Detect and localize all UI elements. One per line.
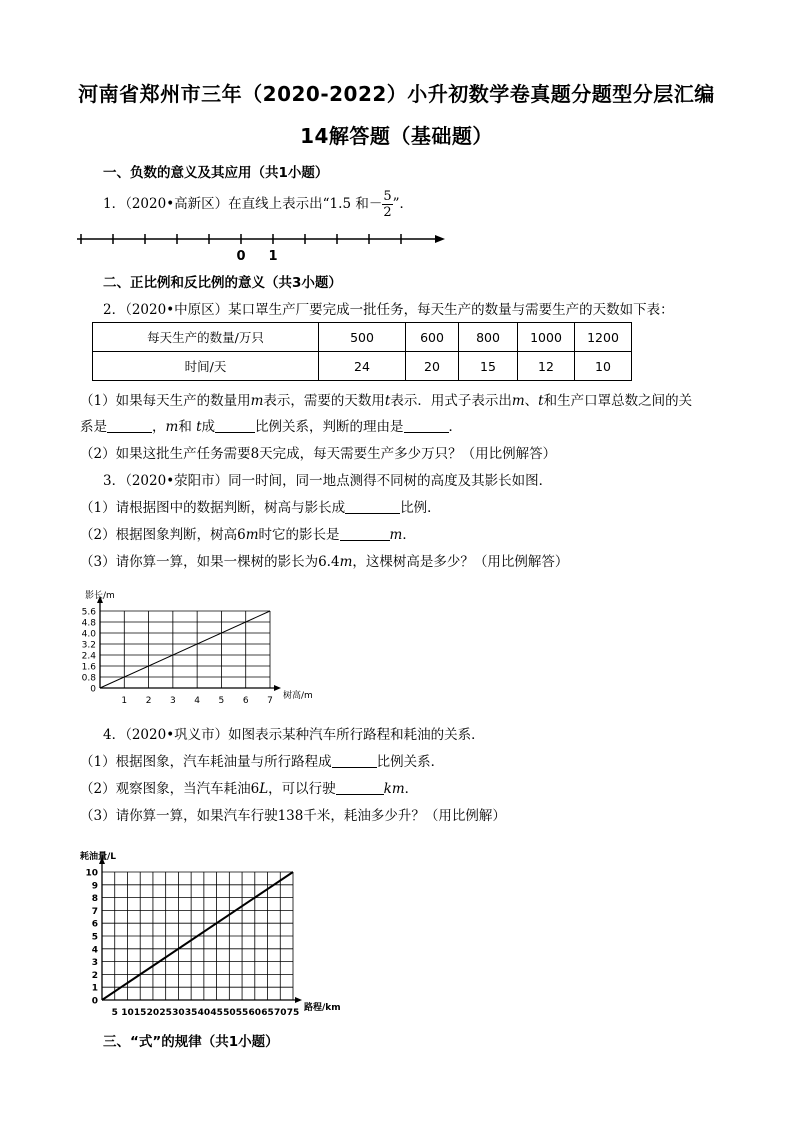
x-tick-label: 65 <box>261 1008 274 1018</box>
text: 成 <box>201 419 216 435</box>
variable-t: t <box>384 393 391 409</box>
text: ． <box>448 419 463 435</box>
x-axis-arrow <box>295 997 302 1003</box>
text: ． <box>402 527 416 543</box>
x-tick-label: 10 <box>121 1008 134 1018</box>
y-tick-label: 2.4 <box>81 651 96 662</box>
x-tick-label: 5 <box>111 1008 118 1018</box>
x-tick-label: 50 <box>223 1008 236 1018</box>
text: （3）请你算一算，如果一棵树的影长为6.4 <box>80 554 340 570</box>
answer-blank[interactable] <box>345 499 400 514</box>
x-tick-label: 25 <box>159 1008 172 1018</box>
text: 和 <box>178 419 192 435</box>
variable-m: m <box>511 393 525 409</box>
question-1 <box>103 187 413 221</box>
text: （1）根据图象，汽车耗油量与所行路程成 <box>80 754 332 770</box>
x-tick-label: 15 <box>133 1008 147 1018</box>
question-4-part-3: （3）请你算一算，如果汽车行驶138千米，耗油多少升？（用比例解） <box>80 808 506 824</box>
x-tick-label: 60 <box>248 1008 262 1018</box>
question-3-part-2 <box>80 523 416 543</box>
production-table <box>92 322 632 381</box>
y-tick-label: 3.2 <box>81 640 96 651</box>
table-row <box>93 352 632 381</box>
text: ，可以行驶 <box>268 781 336 797</box>
text: （2）根据图象判断，树高6 <box>80 527 246 543</box>
y-tick-label: 4 <box>91 945 98 956</box>
x-tick-label: 45 <box>210 1008 223 1018</box>
x-tick-label: 20 <box>146 1008 160 1018</box>
fraction <box>382 189 392 220</box>
question-4-part-1 <box>80 750 444 770</box>
y-tick-label: 0 <box>91 996 98 1007</box>
text: （1）如果每天生产的数量用 <box>80 393 251 409</box>
data-line <box>100 611 270 688</box>
table-row-header: 每天生产的数量/万只 <box>93 323 319 352</box>
y-tick-label: 5.6 <box>81 607 96 618</box>
unit-m: m <box>339 554 353 570</box>
y-tick-label: 4.0 <box>81 629 96 640</box>
y-tick-label: 6 <box>91 919 98 930</box>
table-cell: 24 <box>319 352 406 381</box>
x-tick-label: 30 <box>172 1008 185 1018</box>
x-axis-label: 树高/m <box>283 691 313 701</box>
text: （2）观察图象，当汽车耗油6 <box>80 781 260 797</box>
answer-blank[interactable] <box>336 780 384 795</box>
x-tick-label: 7 <box>267 696 273 706</box>
text: ， <box>152 419 166 435</box>
question-1-suffix: ”． <box>392 196 414 212</box>
page-title: 河南省郑州市三年（2020-2022）小升初数学卷真题分题型分层汇编 <box>78 82 715 106</box>
table-cell: 12 <box>518 352 575 381</box>
section-heading-2: 二、正比例和反比例的意义（共3小题） <box>103 275 342 291</box>
variable-m: m <box>250 393 264 409</box>
table-cell: 1200 <box>575 323 632 352</box>
question-2-part-2: （2）如果这批生产任务需要8天完成，每天需要生产多少万只？（用比例解答） <box>80 446 557 462</box>
text: 表示．用式子表示出 <box>390 393 512 409</box>
section-heading-3: 三、“式”的规律（共1小题） <box>103 1034 279 1050</box>
answer-blank[interactable] <box>107 418 152 433</box>
answer-blank[interactable] <box>332 753 377 768</box>
section-heading-1: 一、负数的意义及其应用（共1小题） <box>103 165 329 181</box>
y-tick-label: 2 <box>91 970 98 981</box>
fuel-distance-chart <box>80 834 370 1020</box>
unit-L: L <box>259 781 269 797</box>
y-tick-label: 0.8 <box>81 673 96 684</box>
table-row <box>93 323 632 352</box>
y-tick-label: 5 <box>91 932 98 943</box>
answer-blank[interactable] <box>215 418 255 433</box>
answer-blank[interactable] <box>340 526 390 541</box>
unit-km: km <box>383 781 405 797</box>
number-line <box>75 228 450 264</box>
question-2-part-1-cont <box>80 415 462 435</box>
unit-m: m <box>245 527 259 543</box>
x-tick-label: 4 <box>194 696 201 706</box>
y-tick-label: 9 <box>91 881 98 892</box>
fraction-denominator: 2 <box>383 205 392 220</box>
number-line-label-1: 1 <box>268 249 278 264</box>
table-cell: 800 <box>459 323 518 352</box>
table-cell: 20 <box>406 352 459 381</box>
text: ． <box>404 781 419 797</box>
x-axis-arrow <box>274 685 281 691</box>
x-tick-label: 6 <box>242 696 249 706</box>
x-tick-label: 75 <box>286 1008 300 1018</box>
x-tick-label: 2 <box>145 696 152 706</box>
text: 、 <box>524 393 539 409</box>
y-tick-label: 4.8 <box>81 618 96 629</box>
text: 和生产口罩总数之间的关 <box>543 393 693 409</box>
x-tick-label: 5 <box>218 696 225 706</box>
table-row-header: 时间/天 <box>93 352 319 381</box>
y-tick-label: 1.6 <box>81 662 96 673</box>
x-tick-label: 35 <box>184 1008 198 1018</box>
text: （1）请根据图中的数据判断，树高与影长成 <box>80 500 346 516</box>
question-2-part-1 <box>80 389 692 409</box>
y-axis-label: 影长/m <box>85 591 115 601</box>
page-subtitle: 14解答题（基础题） <box>300 124 493 148</box>
table-cell: 500 <box>319 323 406 352</box>
tree-shadow-chart <box>70 576 330 714</box>
text: 系是 <box>80 419 107 435</box>
text: ，这棵树高是多少？（用比例解答） <box>352 554 569 570</box>
y-tick-label: 10 <box>85 868 98 879</box>
text: 比例关系，判断的理由是 <box>255 419 404 435</box>
table-cell: 600 <box>406 323 459 352</box>
text: 时它的影长是 <box>258 527 340 543</box>
y-tick-label: 1 <box>91 983 98 994</box>
text: 表示，需要的天数用 <box>263 393 385 409</box>
question-4-part-2 <box>80 777 418 797</box>
unit-m: m <box>389 527 403 543</box>
question-4-intro: 4．（2020•巩义市）如图表示某种汽车所行路程和耗油的关系． <box>103 727 485 743</box>
y-axis-label: 耗油量/L <box>80 852 117 862</box>
x-axis-label: 路程/km <box>304 1003 341 1013</box>
text: 比例． <box>400 500 441 516</box>
table-cell: 1000 <box>518 323 575 352</box>
y-tick-label: 7 <box>91 906 98 917</box>
x-tick-label: 40 <box>197 1008 211 1018</box>
fraction-numerator: 5 <box>383 189 392 204</box>
question-3-intro: 3．（2020•荥阳市）同一时间，同一地点测得不同树的高度及其影长如图． <box>103 473 553 489</box>
x-tick-label: 55 <box>235 1008 249 1018</box>
x-tick-label: 1 <box>121 696 128 706</box>
x-tick-label: 3 <box>169 696 176 706</box>
table-cell: 10 <box>575 352 632 381</box>
y-tick-label: 8 <box>91 894 98 905</box>
question-3-part-1 <box>80 496 441 516</box>
number-line-arrow <box>435 235 445 243</box>
variable-t: t <box>196 419 202 435</box>
variable-m: m <box>165 419 179 435</box>
y-tick-label: 0 <box>90 684 96 695</box>
variable-t: t <box>538 393 544 409</box>
question-1-prefix: 1．（2020•高新区）在直线上表示出“1.5 和－ <box>103 196 383 212</box>
text: 比例关系． <box>376 754 445 770</box>
x-tick-label: 70 <box>274 1008 287 1018</box>
table-cell: 15 <box>459 352 518 381</box>
question-2-intro: 2．（2020•中原区）某口罩生产厂要完成一批任务，每天生产的数量与需要生产的天数如下表： <box>103 302 674 318</box>
question-3-part-3 <box>80 550 568 570</box>
answer-blank[interactable] <box>404 418 449 433</box>
number-line-label-0: 0 <box>236 249 246 264</box>
y-tick-label: 3 <box>91 958 98 969</box>
